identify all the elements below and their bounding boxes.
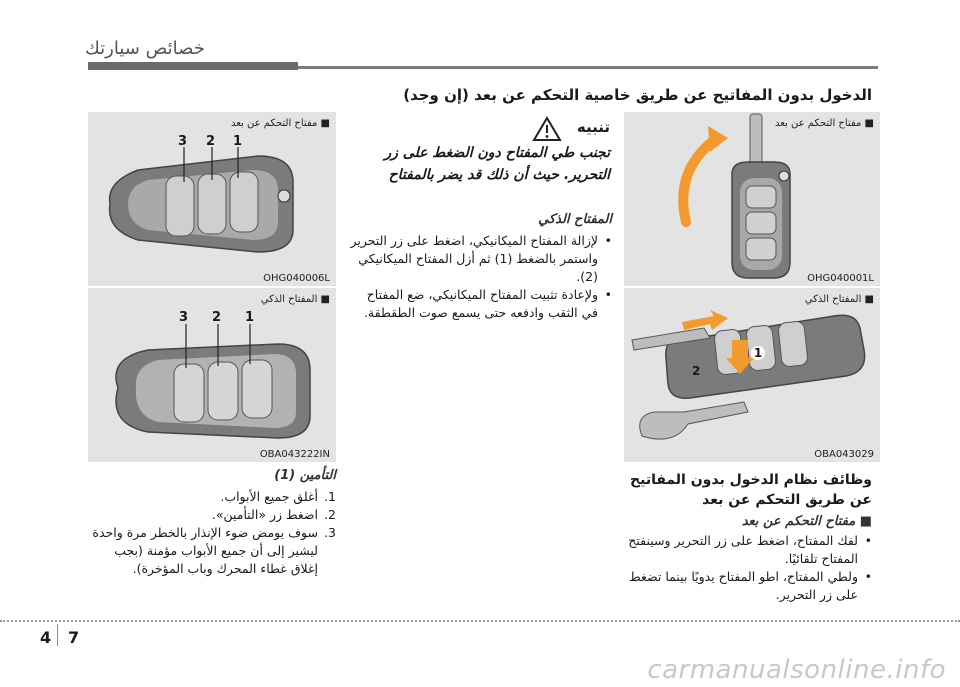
header-bar-dark (88, 62, 298, 70)
list-item: • ولإعادة تثبيت المفتاح الميكانيكي، ضع المفتاح في الثقب وادفعه حتى يسمع صوت الطقطقة. (350, 286, 612, 322)
list-item: • لإزالة المفتاح الميكانيكي، اضغط على زر التحرير واستمر بالضغط (1) ثم أزل المفتاح الميكانيكي (2). (350, 232, 612, 286)
button-number-1: 1 (233, 134, 243, 149)
left-panel-bottom (88, 288, 336, 462)
footer-divider (0, 620, 960, 622)
remote-heading: ■ مفتاح التحكم عن بعد (741, 514, 872, 529)
left-panel-top (88, 112, 336, 286)
button-number-2: 2 (206, 134, 216, 149)
list-item: • لفك المفتاح، اضغط على زر التحرير وسينفتح المفتاح تلقائيًا. (616, 532, 872, 568)
mechanical-key-removal-image (624, 288, 880, 462)
panel-caption: ■ مفتاح التحكم عن بعد (230, 118, 330, 129)
panel-caption: ■ المفتاح الذكي (260, 294, 330, 305)
callout-label-1: 1 (751, 346, 765, 360)
figure-code: OHG040006L (263, 273, 330, 284)
figure-code: OBA043222IN (259, 449, 330, 460)
watermark: carmanualsonline.info (647, 655, 946, 685)
page-number-divider (57, 624, 58, 646)
warning-triangle-icon (532, 116, 562, 142)
list-item: • ولطي المفتاح، اطو المفتاح يدويًا بينما تضغط على زر التحرير. (616, 568, 872, 604)
figure-code: OBA043029 (814, 449, 874, 460)
lock-heading: التأمين (1) (274, 468, 336, 483)
section-title: خصائص سيارتك (85, 38, 205, 59)
remote-bullets (616, 532, 872, 604)
header-bar-light (298, 66, 878, 69)
page-number-section: 4 (40, 628, 52, 647)
button-number-2: 2 (212, 310, 222, 325)
page-number: 7 (68, 628, 80, 647)
lock-steps (88, 488, 336, 578)
callout-label-2: 2 (692, 364, 701, 378)
list-item: 2. اضغط زر «التأمين». (211, 507, 336, 522)
panel-caption: ■ مفتاح التحكم عن بعد (774, 118, 874, 129)
system-heading: وظائف نظام الدخول بدون المفاتيح عن طريق التحكم عن بعد (630, 472, 872, 508)
button-number-3: 3 (179, 310, 189, 325)
button-number-1: 1 (245, 310, 255, 325)
warning-text: تجنب طي المفتاح دون الضغط على زر التحرير. حيث أن ذلك قد يضر بالمفتاح (384, 145, 610, 183)
smart-key-bullets (350, 232, 612, 322)
figure-code: OHG040001L (807, 273, 874, 284)
panel-caption: ■ المفتاح الذكي (804, 294, 874, 305)
warning-title: تنبيه (576, 118, 610, 136)
list-item: 1. أغلق جميع الأبواب. (220, 489, 336, 504)
right-panel-bottom (624, 288, 880, 462)
main-heading: الدخول بدون المفاتيح عن طريق خاصية التحكم عن بعد (إن وجد) (403, 86, 872, 104)
button-number-3: 3 (178, 134, 188, 149)
warning-box (348, 112, 616, 194)
list-item: 3. سوف يومض ضوء الإنذار بالخطر مرة واحدة ليشير إلى أن جميع الأبواب مؤمنة (بجب إغلاق غطاء المحرك وباب المؤخرة). (92, 525, 336, 576)
folding-key-image (624, 112, 880, 286)
right-panel-top (624, 112, 880, 286)
smart-key-heading: المفتاح الذكي (538, 212, 612, 227)
